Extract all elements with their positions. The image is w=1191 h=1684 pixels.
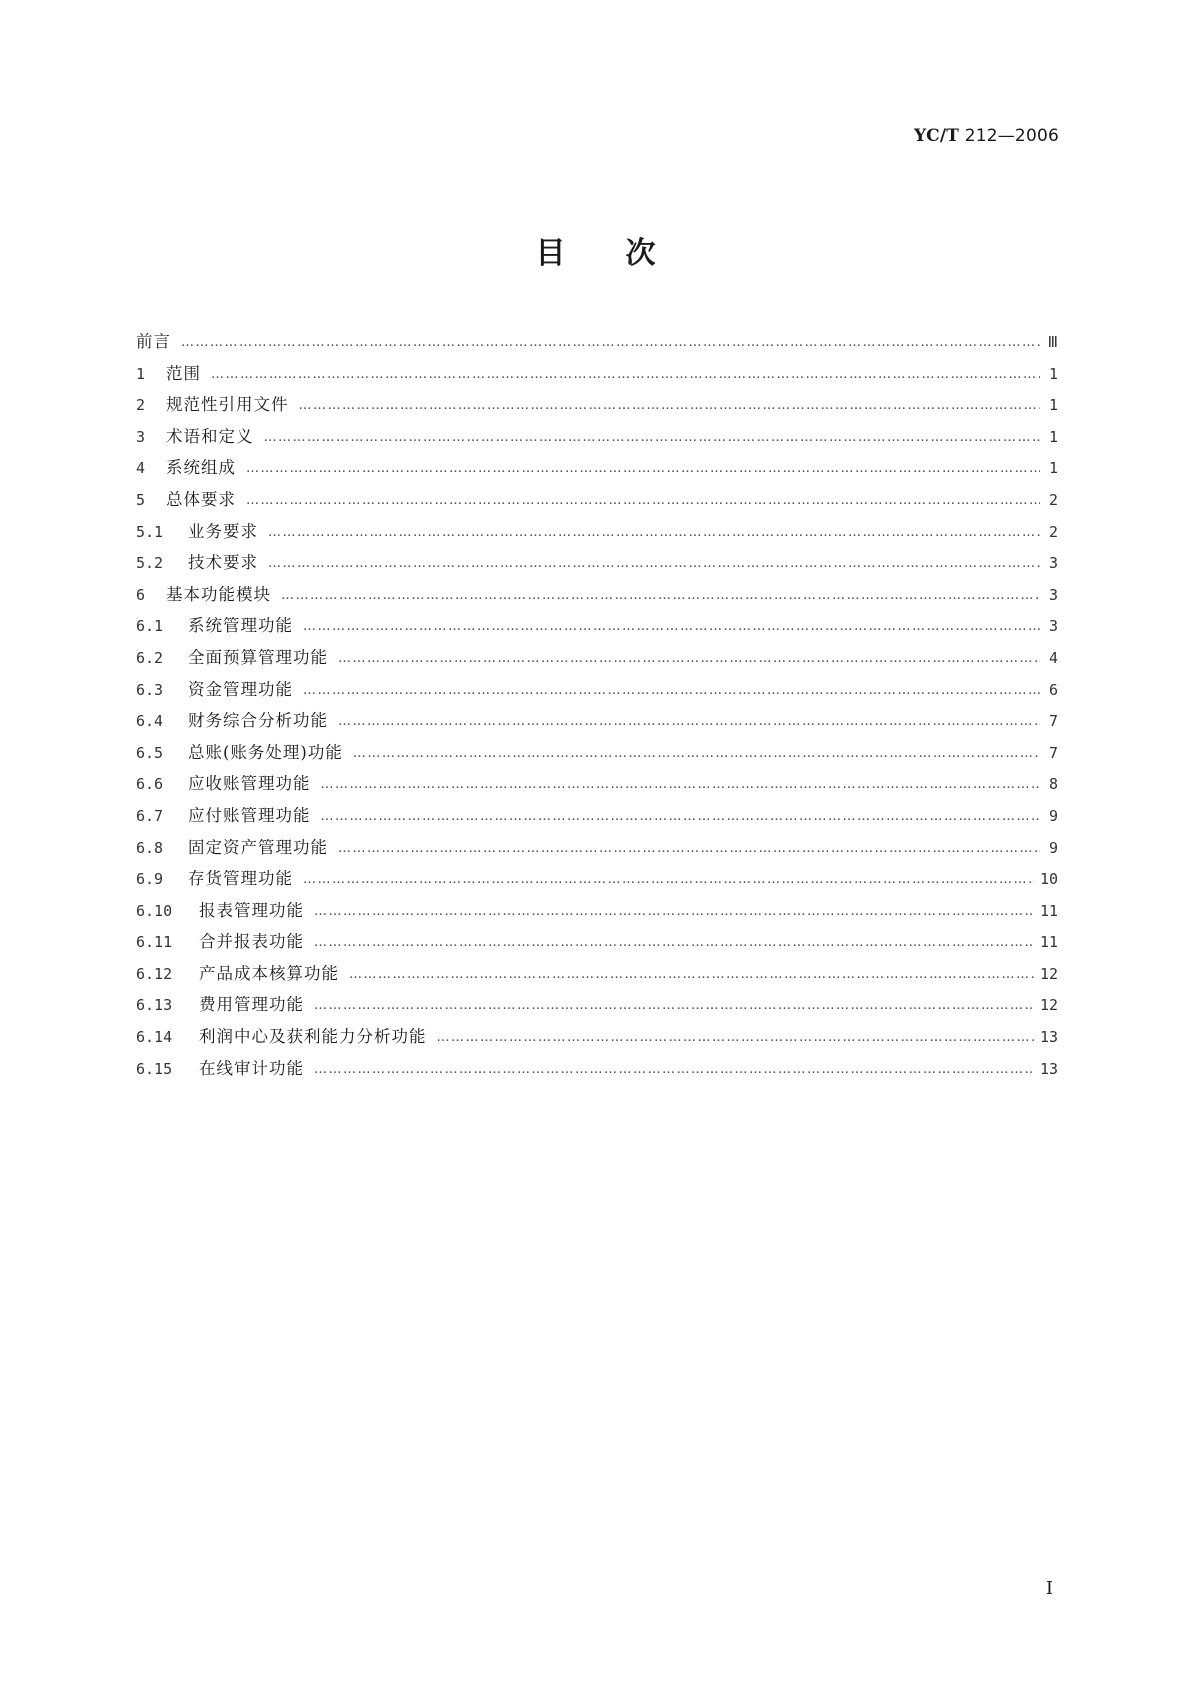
- toc-leader-dots: [303, 683, 1040, 698]
- toc-entry[interactable]: [136, 549, 1058, 581]
- toc-entry-page: 8: [1048, 775, 1058, 794]
- toc-entry-page: 1: [1048, 396, 1058, 415]
- toc-leader-dots: [303, 619, 1040, 634]
- toc-entry[interactable]: [136, 612, 1058, 644]
- toc-entry-label: 基本功能模块: [166, 584, 271, 604]
- toc-entry-label: 全面预算管理功能: [188, 647, 328, 667]
- toc-entry-number: 6.1: [136, 617, 164, 636]
- toc-entry-page: 11: [1039, 933, 1058, 952]
- toc-entry-number: 4: [136, 459, 146, 478]
- toc-entry-number: 3: [136, 427, 146, 446]
- toc-entry-page: 3: [1048, 617, 1058, 636]
- toc-entry-label: 总账(账务处理)功能: [188, 742, 343, 762]
- toc-entry-label: 财务综合分析功能: [188, 711, 328, 731]
- toc-entry[interactable]: [136, 960, 1058, 992]
- toc-entry-page: 4: [1048, 648, 1058, 667]
- toc-entry-label: 应付账管理功能: [188, 805, 311, 825]
- toc-entry[interactable]: [136, 328, 1058, 360]
- toc-entry-number: 6.4: [136, 712, 164, 731]
- toc-entry[interactable]: [136, 360, 1058, 392]
- toc-leader-dots: [211, 367, 1040, 382]
- toc-entry[interactable]: [136, 770, 1058, 802]
- toc-entry-number: 1: [136, 364, 146, 383]
- toc-entry-page: 2: [1048, 490, 1058, 509]
- toc-entry-number: 6.14: [136, 1028, 173, 1047]
- toc-entry-number: 6.8: [136, 838, 164, 857]
- toc-leader-dots: [338, 651, 1040, 666]
- toc-entry-label: 系统组成: [166, 458, 236, 478]
- toc-entry-page: 10: [1039, 870, 1058, 889]
- toc-entry[interactable]: [136, 676, 1058, 708]
- toc-leader-dots: [314, 935, 1034, 950]
- toc-entry[interactable]: [136, 802, 1058, 834]
- toc-entry-number: 6.7: [136, 806, 164, 825]
- table-of-contents: [136, 328, 1058, 1086]
- toc-entry-label: 在线审计功能: [199, 1058, 304, 1078]
- toc-entry[interactable]: [136, 707, 1058, 739]
- toc-entry[interactable]: [136, 644, 1058, 676]
- toc-leader-dots: [321, 777, 1041, 792]
- toc-leader-dots: [321, 809, 1041, 824]
- toc-entry[interactable]: [136, 1055, 1058, 1087]
- toc-entry-page: Ⅲ: [1047, 333, 1058, 351]
- toc-entry-page: 6: [1048, 680, 1058, 699]
- toc-leader-dots: [314, 998, 1034, 1013]
- toc-entry-label: 总体要求: [166, 489, 236, 509]
- toc-entry-number: 6.5: [136, 743, 164, 762]
- toc-entry-page: 12: [1039, 996, 1058, 1015]
- toc-entry-number: 2: [136, 396, 146, 415]
- toc-entry-label: 费用管理功能: [199, 995, 304, 1015]
- toc-leader-dots: [268, 556, 1040, 571]
- toc-entry[interactable]: [136, 391, 1058, 423]
- toc-leader-dots: [349, 967, 1034, 982]
- toc-leader-dots: [314, 1062, 1034, 1077]
- toc-leader-dots: [314, 904, 1034, 919]
- toc-leader-dots: [338, 841, 1040, 856]
- toc-entry-page: 13: [1039, 1028, 1058, 1047]
- toc-entry-page: 2: [1048, 522, 1058, 541]
- toc-entry-number: 6.9: [136, 870, 164, 889]
- toc-leader-dots: [353, 746, 1040, 761]
- toc-entry[interactable]: [136, 486, 1058, 518]
- toc-leader-dots: [246, 493, 1040, 508]
- toc-leader-dots: [303, 872, 1034, 887]
- toc-entry-page: 3: [1048, 554, 1058, 573]
- toc-entry-number: 6.2: [136, 648, 164, 667]
- toc-entry-page: 7: [1048, 712, 1058, 731]
- toc-entry-number: 5: [136, 490, 146, 509]
- toc-entry[interactable]: [136, 518, 1058, 550]
- toc-entry-page: 7: [1048, 743, 1058, 762]
- toc-entry-page: 11: [1039, 901, 1058, 920]
- toc-entry-label: 资金管理功能: [188, 679, 293, 699]
- toc-entry-label: 固定资产管理功能: [188, 837, 328, 857]
- toc-entry-label: 规范性引用文件: [166, 395, 289, 415]
- toc-entry[interactable]: [136, 897, 1058, 929]
- toc-entry-page: 1: [1048, 459, 1058, 478]
- toc-entry-number: 6.13: [136, 996, 173, 1015]
- toc-leader-dots: [437, 1030, 1034, 1045]
- toc-entry-page: 13: [1039, 1059, 1058, 1078]
- toc-leader-dots: [281, 588, 1040, 603]
- toc-entry-number: 6.6: [136, 775, 164, 794]
- page-number: I: [1045, 1578, 1053, 1599]
- toc-entry-label: 报表管理功能: [199, 900, 304, 920]
- toc-entry-number: 5.2: [136, 554, 164, 573]
- toc-entry-label: 术语和定义: [166, 426, 254, 446]
- toc-entry-label: 技术要求: [188, 553, 258, 573]
- toc-entry-label: 应收账管理功能: [188, 774, 311, 794]
- toc-entry-number: 6.15: [136, 1059, 173, 1078]
- toc-entry-page: 1: [1048, 427, 1058, 446]
- toc-leader-dots: [268, 525, 1040, 540]
- toc-entry[interactable]: [136, 454, 1058, 486]
- page-title: 目次: [535, 236, 716, 271]
- toc-entry[interactable]: [136, 581, 1058, 613]
- toc-leader-dots: [181, 335, 1040, 350]
- toc-entry-page: 12: [1039, 964, 1058, 983]
- standard-prefix: YC/T: [914, 126, 960, 146]
- toc-entry-number: 5.1: [136, 522, 164, 541]
- toc-leader-dots: [299, 398, 1041, 413]
- toc-entry-number: 6.3: [136, 680, 164, 699]
- toc-entry[interactable]: [136, 991, 1058, 1023]
- toc-entry-label: 业务要求: [188, 521, 258, 541]
- toc-entry-number: 6: [136, 585, 146, 604]
- toc-entry-label: 存货管理功能: [188, 869, 293, 889]
- toc-entry[interactable]: [136, 1023, 1058, 1055]
- toc-leader-dots: [246, 461, 1040, 476]
- standard-number: 212—2006: [964, 126, 1059, 146]
- toc-leader-dots: [338, 714, 1040, 729]
- toc-entry-page: 3: [1048, 585, 1058, 604]
- toc-entry-label: 利润中心及获利能力分析功能: [199, 1027, 427, 1047]
- toc-entry-label: 合并报表功能: [199, 932, 304, 952]
- toc-entry[interactable]: [136, 739, 1058, 771]
- toc-entry[interactable]: [136, 865, 1058, 897]
- standard-code: [914, 126, 1059, 146]
- toc-entry-page: 9: [1048, 806, 1058, 825]
- toc-entry[interactable]: [136, 928, 1058, 960]
- toc-entry-label: 产品成本核算功能: [199, 963, 339, 983]
- toc-leader-dots: [264, 430, 1041, 445]
- toc-entry-page: 1: [1048, 364, 1058, 383]
- toc-entry-number: 6.12: [136, 964, 173, 983]
- toc-entry[interactable]: [136, 834, 1058, 866]
- toc-entry-label: 范围: [166, 363, 201, 383]
- toc-entry-label: 前言: [136, 332, 171, 351]
- toc-entry-number: 6.10: [136, 901, 173, 920]
- toc-entry-number: 6.11: [136, 933, 173, 952]
- toc-entry-label: 系统管理功能: [188, 616, 293, 636]
- toc-entry-page: 9: [1048, 838, 1058, 857]
- toc-entry[interactable]: [136, 423, 1058, 455]
